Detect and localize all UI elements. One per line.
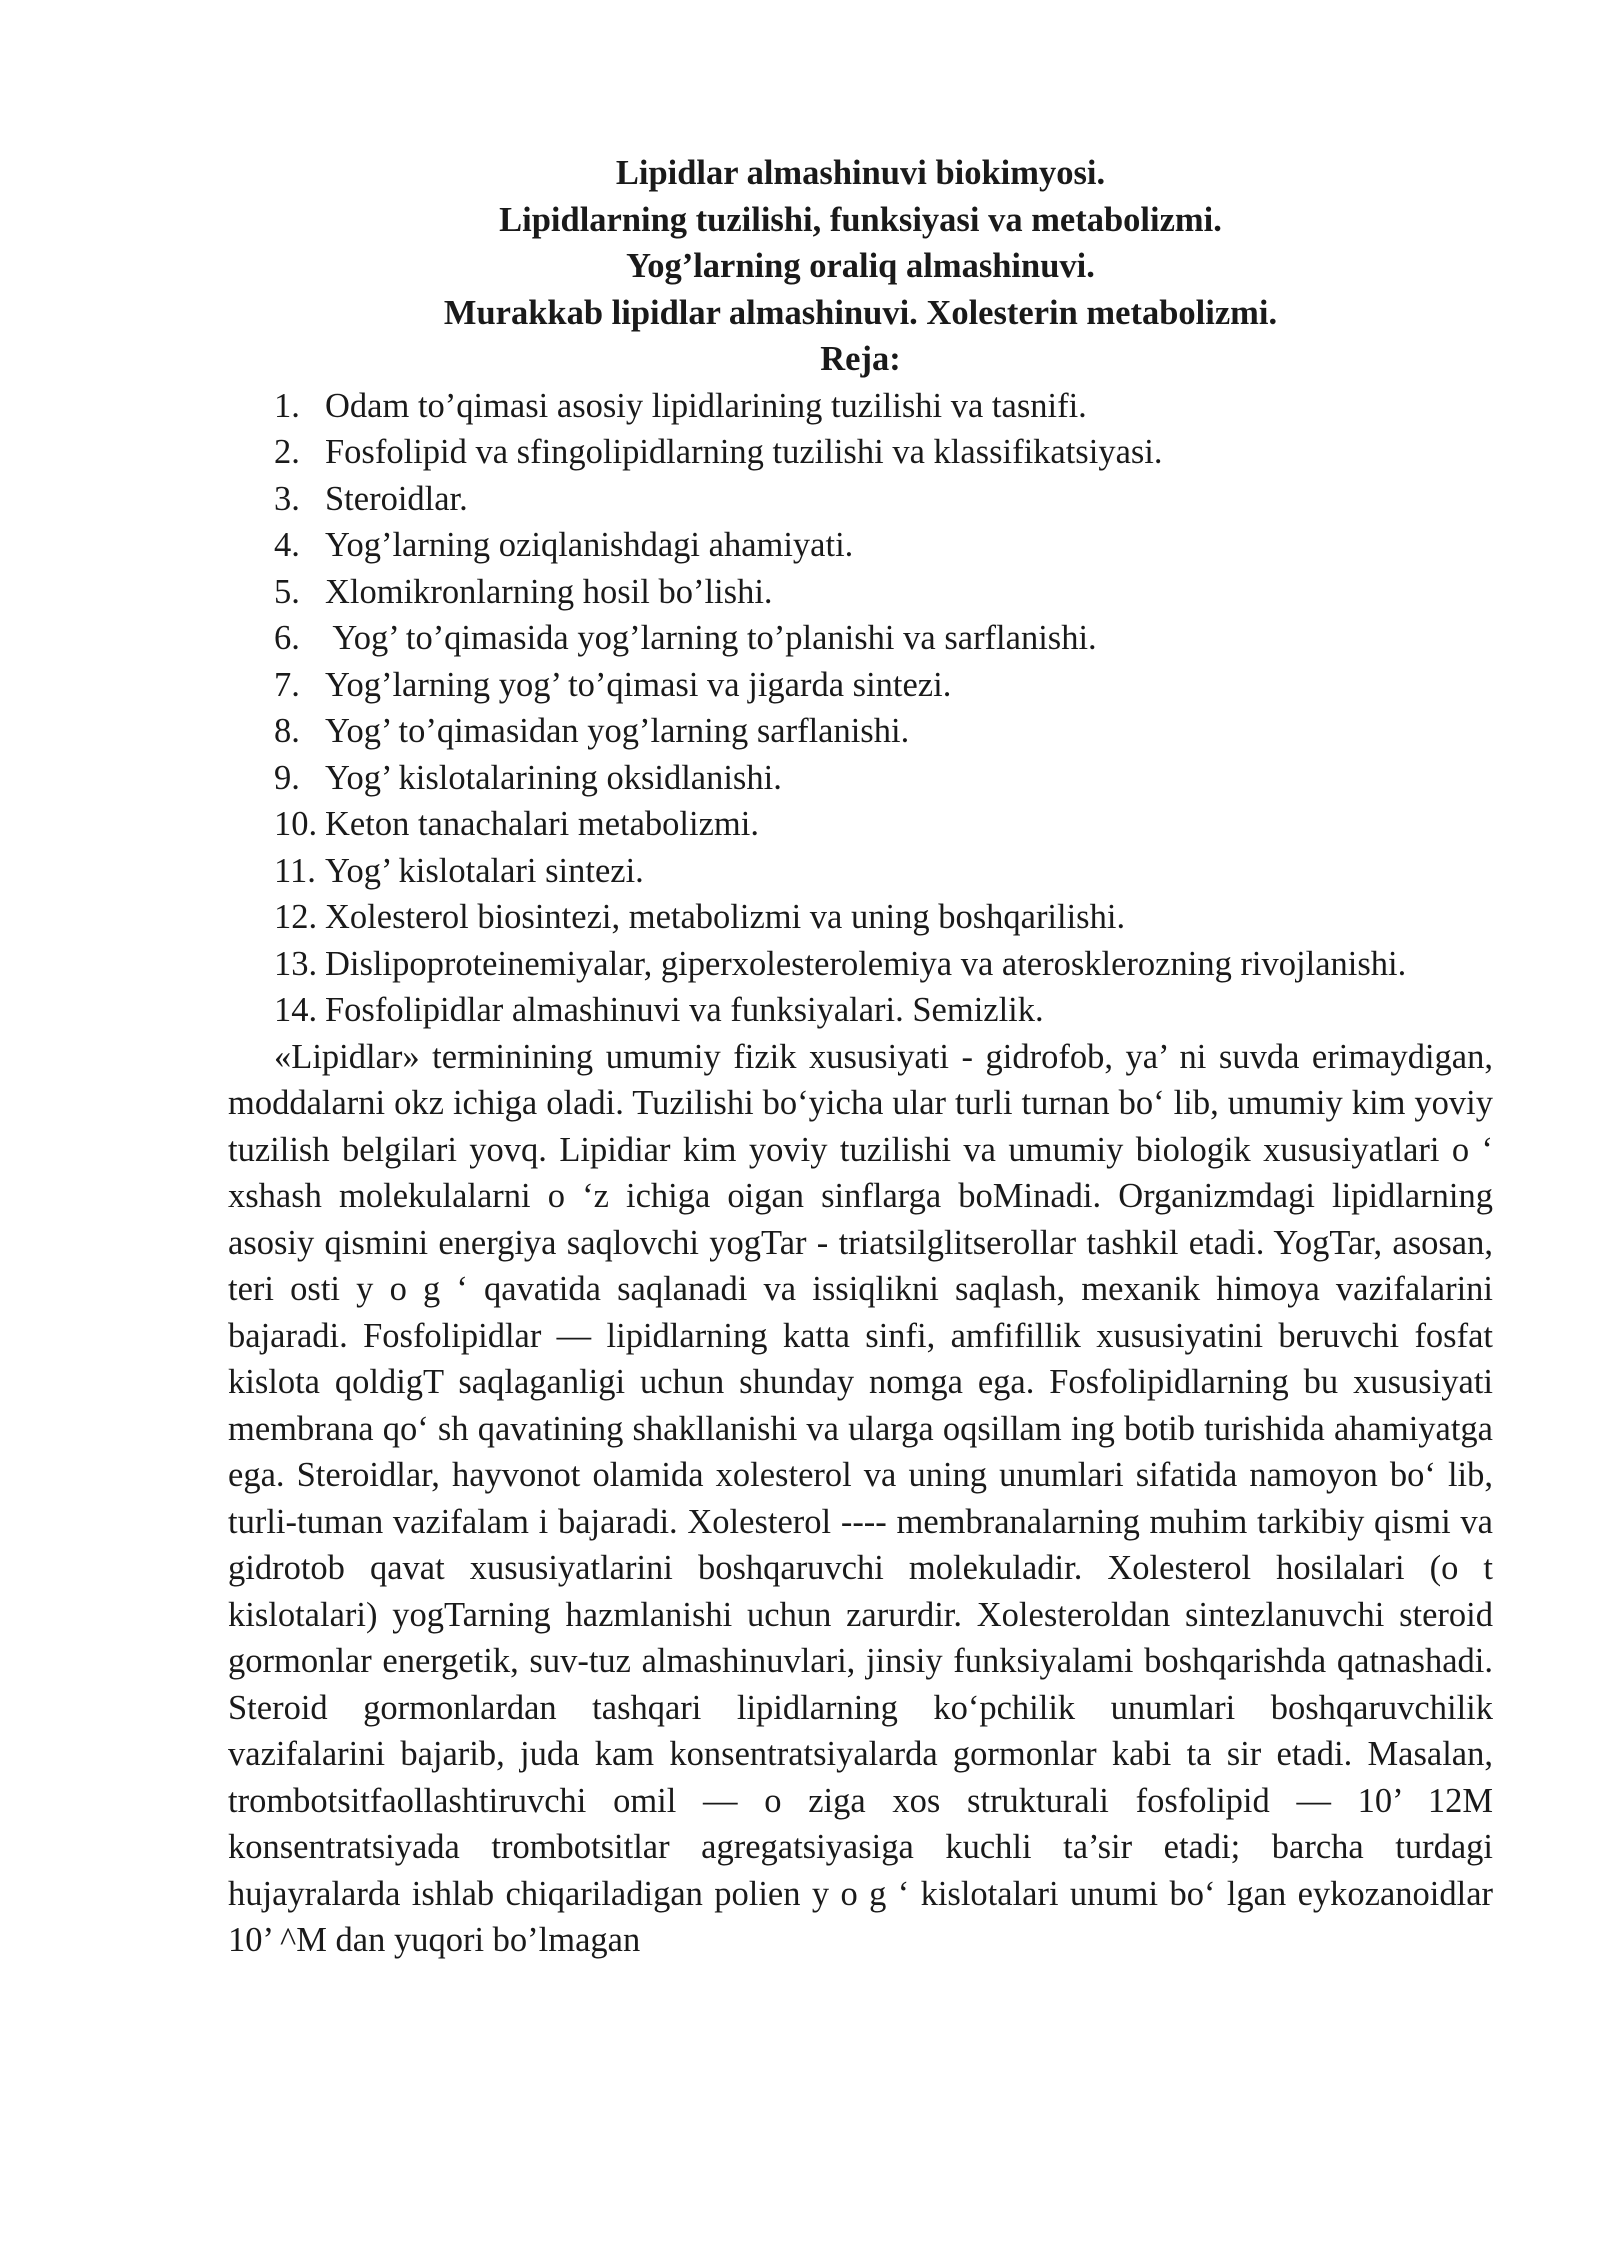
plan-item-number: 11. bbox=[274, 851, 316, 890]
plan-item-text: Dislipoproteinemiyalar, giperxolesterolemiya va aterosklerozning rivojlanishi. bbox=[325, 944, 1407, 983]
plan-item-number: 10. bbox=[274, 805, 318, 843]
plan-item-number: 2. bbox=[274, 433, 300, 471]
plan-item-number: 5. bbox=[274, 572, 300, 611]
plan-item-text: Fosfolipidlar almashinuvi va funksiyalari. Semizlik. bbox=[325, 991, 1044, 1029]
plan-item-text: Fosfolipid va sfingolipidlarning tuzilishi va klassifikatsiyasi. bbox=[325, 433, 1163, 471]
plan-item bbox=[228, 569, 1493, 616]
plan-item bbox=[228, 383, 1493, 430]
plan-item-number: 7. bbox=[274, 665, 300, 704]
document-subtitle: Lipidlarning tuzilishi, funksiyasi va metabolizmi. bbox=[499, 200, 1222, 239]
plan-item-number: 13. bbox=[274, 944, 318, 983]
document-title: Lipidlar almashinuvi biokimyosi. bbox=[615, 154, 1106, 192]
plan-item-text: Yog’ to’qimasidan yog’larning sarflanishi. bbox=[325, 712, 910, 750]
plan-title: Reja: bbox=[820, 340, 901, 378]
plan-item-number: 14. bbox=[274, 991, 318, 1029]
plan-item-number: 1. bbox=[274, 386, 300, 425]
plan-item-text: Xolesterol biosintezi, metabolizmi va uning boshqarilishi. bbox=[325, 898, 1126, 936]
plan-item-number: 4. bbox=[274, 526, 300, 564]
plan-item bbox=[228, 941, 1493, 988]
plan-item bbox=[228, 522, 1493, 569]
document-subtitle: Yog’larning oraliq almashinuvi. bbox=[626, 247, 1095, 285]
plan-item bbox=[228, 755, 1493, 802]
plan-item-text: Yog’ to’qimasida yog’larning to’planishi va sarflanishi. bbox=[325, 619, 1097, 657]
plan-item-text: Keton tanachalari metabolizmi. bbox=[325, 805, 759, 843]
plan-item-text: Yog’larning oziqlanishdagi ahamiyati. bbox=[325, 526, 854, 564]
plan-item-number: 6. bbox=[274, 619, 300, 657]
plan-item-text: Xlomikronlarning hosil bo’lishi. bbox=[325, 572, 773, 611]
plan-item bbox=[228, 708, 1493, 755]
document-page bbox=[228, 150, 1493, 1964]
plan-item-number: 8. bbox=[274, 712, 300, 750]
plan-item-number: 3. bbox=[274, 479, 300, 518]
plan-item-number: 12. bbox=[274, 898, 318, 936]
plan-item-text: Yog’larning yog’ to’qimasi va jigarda sintezi. bbox=[325, 665, 952, 704]
plan-item bbox=[228, 476, 1493, 523]
document-subtitle: Murakkab lipidlar almashinuvi. Xolesterin metabolizmi. bbox=[443, 293, 1278, 332]
plan-item bbox=[228, 615, 1493, 662]
plan-list bbox=[228, 383, 1493, 1034]
plan-item bbox=[228, 894, 1493, 941]
plan-item bbox=[228, 848, 1493, 895]
plan-item bbox=[228, 662, 1493, 709]
plan-item bbox=[228, 987, 1493, 1034]
plan-item-text: Yog’ kislotalari sintezi. bbox=[325, 851, 644, 890]
plan-item bbox=[228, 429, 1493, 476]
plan-item-number: 9. bbox=[274, 758, 300, 797]
plan-item-text: Yog’ kislotalarining oksidlanishi. bbox=[325, 758, 782, 797]
plan-item-text: Odam to’qimasi asosiy lipidlarining tuzilishi va tasnifi. bbox=[325, 386, 1087, 425]
plan-item bbox=[228, 801, 1493, 848]
body-paragraph: «Lipidlar» terminining umumiy fizik xususiyati - gidrofob, ya’ ni suvda erimaydigan, moddalarni okz ichiga oladi. Tuzilishi bo‘yicha ular turli turnan bo‘ lib, umumiy kim yoviy tuzilish belgilari yovq. Lipidiar kim yoviy tuzilishi va umumiy biologik xususiyatlari o ‘ xshash molekulalarni o ‘z ichiga oigan sinflarga boMinadi. Organizmdagi lipidlarning asosiy qismini energiya saqlovchi yogTar - triatsilglitserollar tashkil etadi. YogTar, asosan, teri osti y o g ‘ qavatida saqlanadi va issiqlikni saqlash, mexanik himoya vazifalarini bajaradi. Fosfolipidlar — lipidlarning katta sinfi, amfifillik xususiyatini beruvchi fosfat kislota qoldigT saqlaganligi uchun shunday nomga ega. Fosfolipidlarning bu xususiyati membrana qo‘ sh qavatining shakllanishi va ularga oqsillam ing botib turishida ahamiyatga ega. Steroidlar, hayvonot olamida xolesterol va uning unumlari sifatida namoyon bo‘ lib, turli-tuman vazifalam i bajaradi. Xolesterol ---- membranalarning muhim tarkibiy qismi va gidrotob qavat xususiyatlarini boshqaruvchi molekuladir. Xolesterol hosilalari (o t kislotalari) yogTarning hazmlanishi uchun zarurdir. Xolesteroldan sintezlanuvchi steroid gormonlar energetik, suv-tuz almashinuvlari, jinsiy funksiyalami boshqarishda qatnashadi. Steroid gormonlardan tashqari lipidlarning ko‘pchilik unumlari boshqaruvchilik vazifalarini bajarib, juda kam konsentratsiyalarda gormonlar kabi ta sir etadi. Masalan, trombotsitfaollashtiruvchi omil — o ziga xos strukturali fosfolipid — 10’ 12M konsentratsiyada trombotsitlar agregatsiyasiga kuchli ta’sir etadi; barcha turdagi hujayralarda ishlab chiqariladigan polien y o g ‘ kislotalari unumi bo‘ lgan eykozanoidlar 10’ ^M dan yuqori bo’lmagan bbox=[228, 1037, 1493, 1959]
plan-item-text: Steroidlar. bbox=[325, 479, 468, 518]
